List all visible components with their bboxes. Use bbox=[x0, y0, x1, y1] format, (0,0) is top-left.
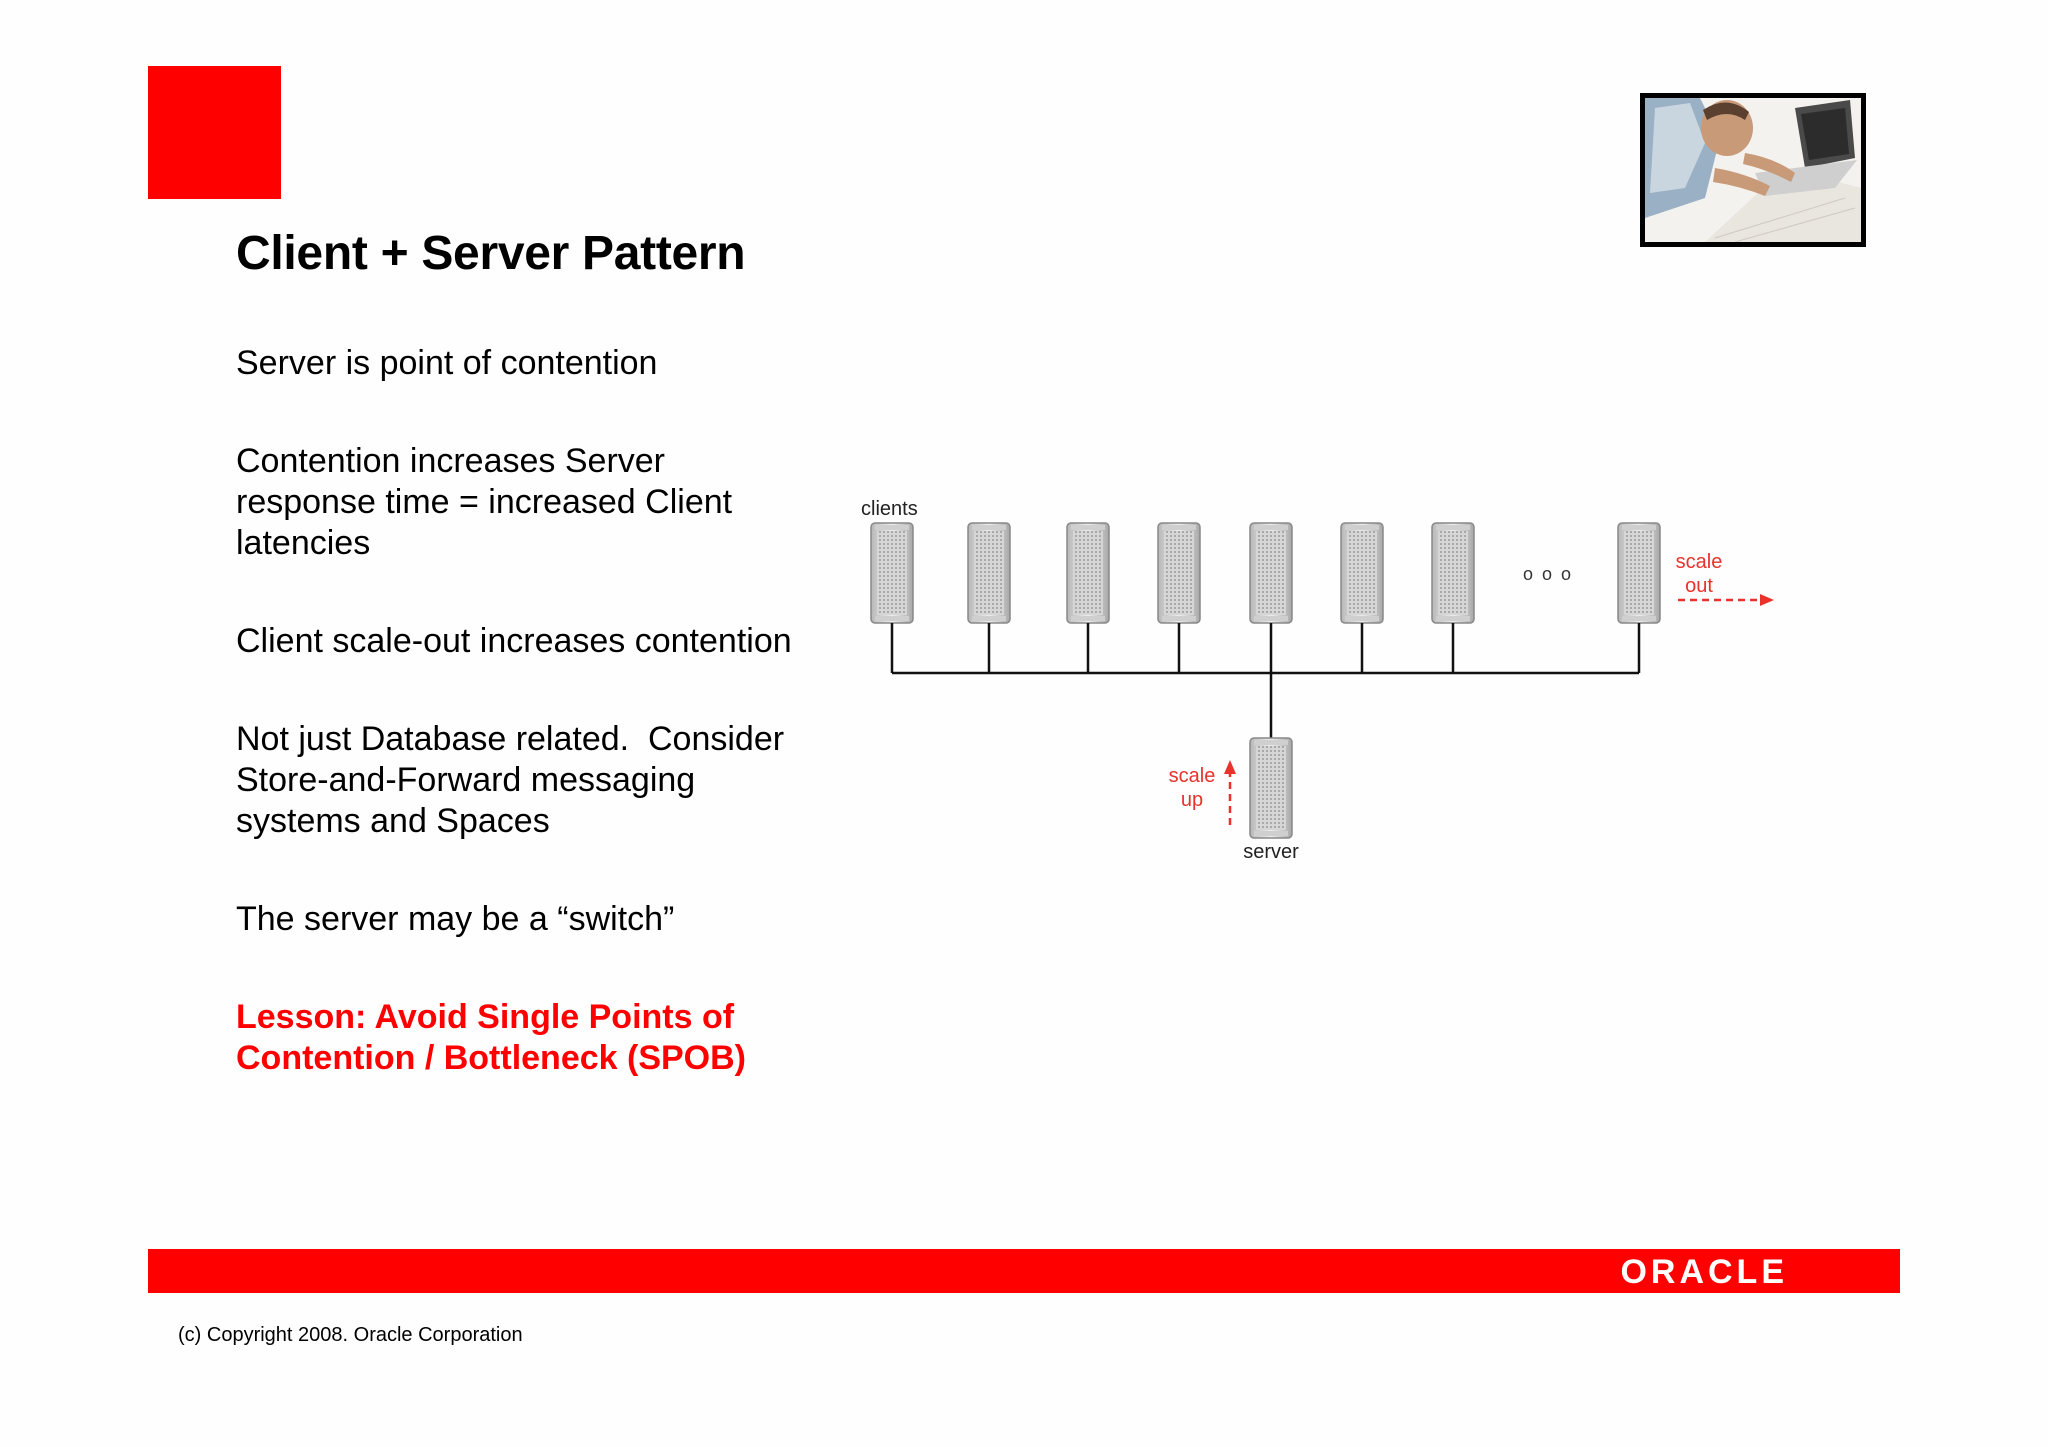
person-at-laptop-photo bbox=[1645, 98, 1861, 242]
client-machine bbox=[1250, 523, 1292, 623]
ellipsis-label: o o o bbox=[1523, 564, 1574, 584]
oracle-logo: ORACLE bbox=[1620, 1253, 1788, 1291]
client-machine bbox=[1618, 523, 1660, 623]
client-machine bbox=[968, 523, 1010, 623]
scale-up-arrow-head bbox=[1224, 760, 1236, 774]
bullet-item: Client scale-out increases contention bbox=[236, 622, 792, 660]
scale-up-label-line2: up bbox=[1180, 789, 1204, 811]
bullet-item: The server may be a “switch” bbox=[236, 900, 675, 938]
clients-label: clients bbox=[861, 498, 918, 520]
scale-out-label-line2: out bbox=[1685, 575, 1713, 597]
slide-title: Client + Server Pattern bbox=[236, 227, 746, 280]
client-server-diagram bbox=[840, 480, 1800, 880]
network-lines bbox=[892, 623, 1639, 738]
client-machine bbox=[1432, 523, 1474, 623]
client-machine bbox=[1158, 523, 1200, 623]
scale-out-arrow-head bbox=[1760, 594, 1774, 606]
client-machine bbox=[871, 523, 913, 623]
bullet-item: Contention increases Server response time = increased Client latencies bbox=[236, 442, 733, 562]
copyright-text: (c) Copyright 2008. Oracle Corporation bbox=[178, 1324, 523, 1346]
scale-up-label-line1: scale bbox=[1168, 765, 1216, 787]
server-label: server bbox=[1243, 841, 1299, 863]
footer-bar bbox=[148, 1249, 1900, 1293]
bullet-item: Not just Database related. Consider Store-and-Forward messaging systems and Spaces bbox=[236, 720, 785, 840]
bullet-item: Server is point of contention bbox=[236, 344, 658, 382]
red-corner-square bbox=[148, 66, 281, 199]
client-machine bbox=[1067, 523, 1109, 623]
server-machine bbox=[1250, 738, 1292, 838]
scale-out-label-line1: scale bbox=[1675, 551, 1723, 573]
client-machine bbox=[1341, 523, 1383, 623]
header-photo bbox=[1640, 93, 1866, 247]
lesson-callout: Lesson: Avoid Single Points of Contention / Bottleneck (SPOB) bbox=[236, 998, 746, 1077]
